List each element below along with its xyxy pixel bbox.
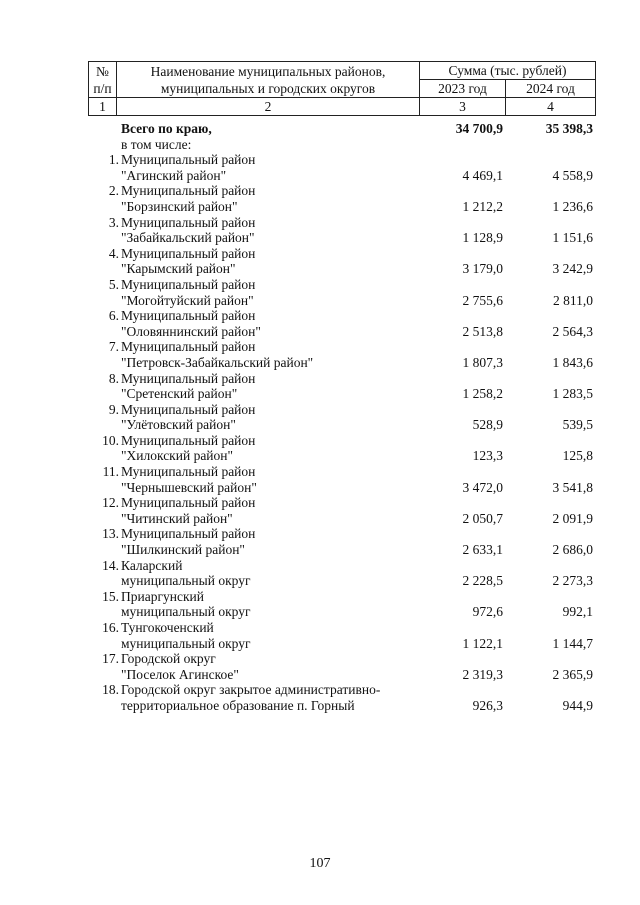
row-name-line2: "Оловяннинский район": [121, 323, 261, 339]
header-name: Наименование муниципальных районов, муниципальных и городских округов: [117, 62, 420, 98]
row-number: 3.: [108, 214, 119, 230]
rows-container: [88, 152, 595, 713]
header-index-3: 3: [420, 98, 506, 116]
row-name-line2: "Хилокский район": [121, 448, 234, 464]
row-value-2023: 972,6: [472, 604, 503, 620]
row-number: 14.: [102, 557, 119, 573]
table-row-continuation: [88, 417, 595, 433]
row-value-2024: 1 283,5: [552, 386, 593, 402]
table-row-continuation: [88, 667, 595, 683]
row-name-line2: "Могойтуйский район": [121, 292, 254, 308]
row-value-2023: 3 472,0: [462, 479, 503, 495]
row-value-2024: 944,9: [562, 697, 593, 713]
table-row: [88, 464, 595, 480]
row-value-2024: 2 811,0: [553, 292, 593, 308]
row-name-line1: Городской округ: [121, 651, 216, 667]
row-value-2024: 1 843,6: [552, 354, 593, 370]
page-number: 107: [309, 856, 331, 871]
row-name-line2: "Агинский район": [121, 167, 227, 183]
table-row-continuation: [88, 386, 595, 402]
row-value-2023: 3 179,0: [462, 261, 503, 277]
row-name-line1: Тунгокоченский: [121, 620, 214, 635]
table-row: [88, 308, 595, 324]
row-number: 11.: [102, 464, 119, 480]
table-row-continuation: [88, 604, 595, 620]
row-name-line2: территориальное образование п. Горный: [121, 697, 355, 713]
row-name-line1: Муниципальный район: [121, 339, 256, 355]
row-value-2023: 1 807,3: [462, 354, 503, 370]
table-row: [88, 339, 595, 355]
table-row: [88, 152, 595, 168]
including-row: [88, 137, 595, 153]
row-name-line2: "Улётовский район": [121, 417, 236, 433]
table-row-continuation: [88, 480, 595, 496]
table-row-continuation: [88, 542, 595, 558]
header-num: № п/п: [89, 62, 117, 98]
row-name-line2: "Сретенский район": [121, 386, 238, 402]
row-name-line1: Муниципальный район: [121, 214, 256, 230]
row-name-line2: муниципальный округ: [121, 573, 251, 589]
row-name-line2: "Чернышевский район": [121, 479, 257, 495]
table-row: [88, 620, 595, 636]
row-name-line2: "Читинский район": [121, 510, 233, 526]
table-row: [88, 277, 595, 293]
table-row: [88, 526, 595, 542]
table-row: [88, 402, 595, 418]
row-value-2023: 2 513,8: [462, 323, 503, 339]
row-value-2024: 2 091,9: [552, 510, 593, 526]
row-number: 7.: [108, 339, 119, 355]
row-name-line2: муниципальный округ: [121, 635, 251, 651]
row-value-2023: 926,3: [472, 697, 503, 713]
row-number: 16.: [102, 620, 119, 635]
row-name-line1: Муниципальный район: [121, 526, 256, 542]
row-value-2024: 539,5: [562, 417, 593, 433]
row-value-2024: 3 541,8: [552, 479, 593, 495]
table-row-continuation: [88, 293, 595, 309]
row-name-line1: Муниципальный район: [121, 401, 256, 417]
row-number: 1.: [108, 152, 119, 168]
row-value-2024: 1 144,7: [552, 635, 593, 651]
header-index-1: 1: [89, 98, 117, 116]
row-value-2024: 992,1: [562, 604, 593, 620]
row-number: 9.: [108, 401, 119, 417]
table-row: [88, 371, 595, 387]
row-value-2023: 1 258,2: [462, 386, 503, 402]
row-number: 5.: [108, 276, 119, 292]
row-value-2023: 2 050,7: [462, 510, 503, 526]
table-row: [88, 215, 595, 231]
table-row-continuation: [88, 355, 595, 371]
row-value-2023: 1 212,2: [462, 198, 503, 214]
row-name-line1: Городской округ закрытое административно-: [121, 682, 381, 698]
table-row-continuation: [88, 168, 595, 184]
header-year-2024: 2024 год: [506, 80, 596, 98]
row-number: 13.: [102, 526, 119, 542]
table-row: [88, 433, 595, 449]
row-value-2024: 2 365,9: [552, 666, 593, 682]
table-row: [88, 183, 595, 199]
table-row-continuation: [88, 448, 595, 464]
total-label: Всего по краю,: [121, 121, 212, 136]
table-row-continuation: [88, 573, 595, 589]
row-name-line1: Муниципальный район: [121, 464, 256, 480]
row-value-2024: 1 236,6: [552, 198, 593, 214]
header-index-4: 4: [506, 98, 596, 116]
table-header: [88, 61, 596, 116]
row-name-line2: муниципальный округ: [121, 604, 251, 620]
row-value-2023: 2 319,3: [462, 666, 503, 682]
total-row: [88, 121, 595, 137]
table-row-continuation: [88, 261, 595, 277]
table-body: [88, 121, 595, 714]
row-name-line1: Муниципальный район: [121, 432, 256, 448]
row-name-line1: Муниципальный район: [121, 183, 256, 199]
header-index-2: 2: [117, 98, 420, 116]
row-number: 17.: [102, 651, 119, 667]
table-row-continuation: [88, 698, 595, 714]
row-name-line1: Муниципальный район: [121, 276, 256, 292]
row-number: 18.: [102, 682, 119, 698]
table-row: [88, 495, 595, 511]
total-value-2024: 35 398,3: [545, 121, 593, 136]
row-value-2023: 2 228,5: [462, 573, 503, 589]
row-value-2023: 2 755,6: [462, 292, 503, 308]
table-row-continuation: [88, 324, 595, 340]
row-value-2023: 1 122,1: [462, 635, 503, 651]
table-row: [88, 651, 595, 667]
row-value-2023: 4 469,1: [462, 167, 503, 183]
row-name-line2: "Петровск-Забайкальский район": [121, 354, 314, 370]
table-row-continuation: [88, 636, 595, 652]
row-name-line1: Муниципальный район: [121, 152, 256, 168]
row-name-line2: "Поселок Агинское": [121, 666, 239, 682]
row-value-2024: 2 564,3: [552, 323, 593, 339]
including-label: в том числе:: [121, 136, 192, 152]
row-number: 12.: [102, 495, 119, 511]
row-name-line1: Муниципальный район: [121, 370, 256, 386]
row-value-2024: 125,8: [562, 448, 593, 464]
table-row-continuation: [88, 230, 595, 246]
row-name-line1: Муниципальный район: [121, 308, 256, 324]
row-value-2024: 3 242,9: [552, 261, 593, 277]
row-value-2024: 1 151,6: [552, 230, 593, 246]
row-value-2024: 2 273,3: [552, 573, 593, 589]
table-row-continuation: [88, 511, 595, 527]
table-row: [88, 682, 595, 698]
row-name-line1: Муниципальный район: [121, 495, 256, 511]
header-year-2023: 2023 год: [420, 80, 506, 98]
table-row: [88, 589, 595, 605]
row-number: 15.: [102, 588, 119, 604]
row-number: 6.: [108, 308, 119, 324]
row-value-2023: 528,9: [472, 417, 503, 433]
row-number: 10.: [102, 432, 119, 448]
row-name-line1: Приаргунский: [121, 588, 204, 604]
total-value-2023: 34 700,9: [455, 121, 503, 136]
header-sum: Сумма (тыс. рублей): [420, 62, 596, 80]
row-name-line2: "Карымский район": [121, 261, 236, 277]
row-number: 2.: [108, 183, 119, 199]
row-name-line2: "Шилкинский район": [121, 542, 245, 558]
table-row: [88, 558, 595, 574]
row-name-line2: "Забайкальский район": [121, 230, 255, 246]
table-row: [88, 246, 595, 262]
row-name-line2: "Борзинский район": [121, 198, 238, 214]
row-name-line1: Муниципальный район: [121, 245, 256, 261]
row-value-2023: 1 128,9: [462, 230, 503, 246]
table-row-continuation: [88, 199, 595, 215]
row-value-2024: 4 558,9: [552, 167, 593, 183]
row-value-2023: 2 633,1: [462, 542, 503, 558]
row-number: 8.: [108, 370, 119, 386]
row-number: 4.: [108, 245, 119, 261]
row-value-2023: 123,3: [472, 448, 503, 464]
row-value-2024: 2 686,0: [552, 542, 593, 558]
row-name-line1: Каларский: [121, 557, 183, 573]
